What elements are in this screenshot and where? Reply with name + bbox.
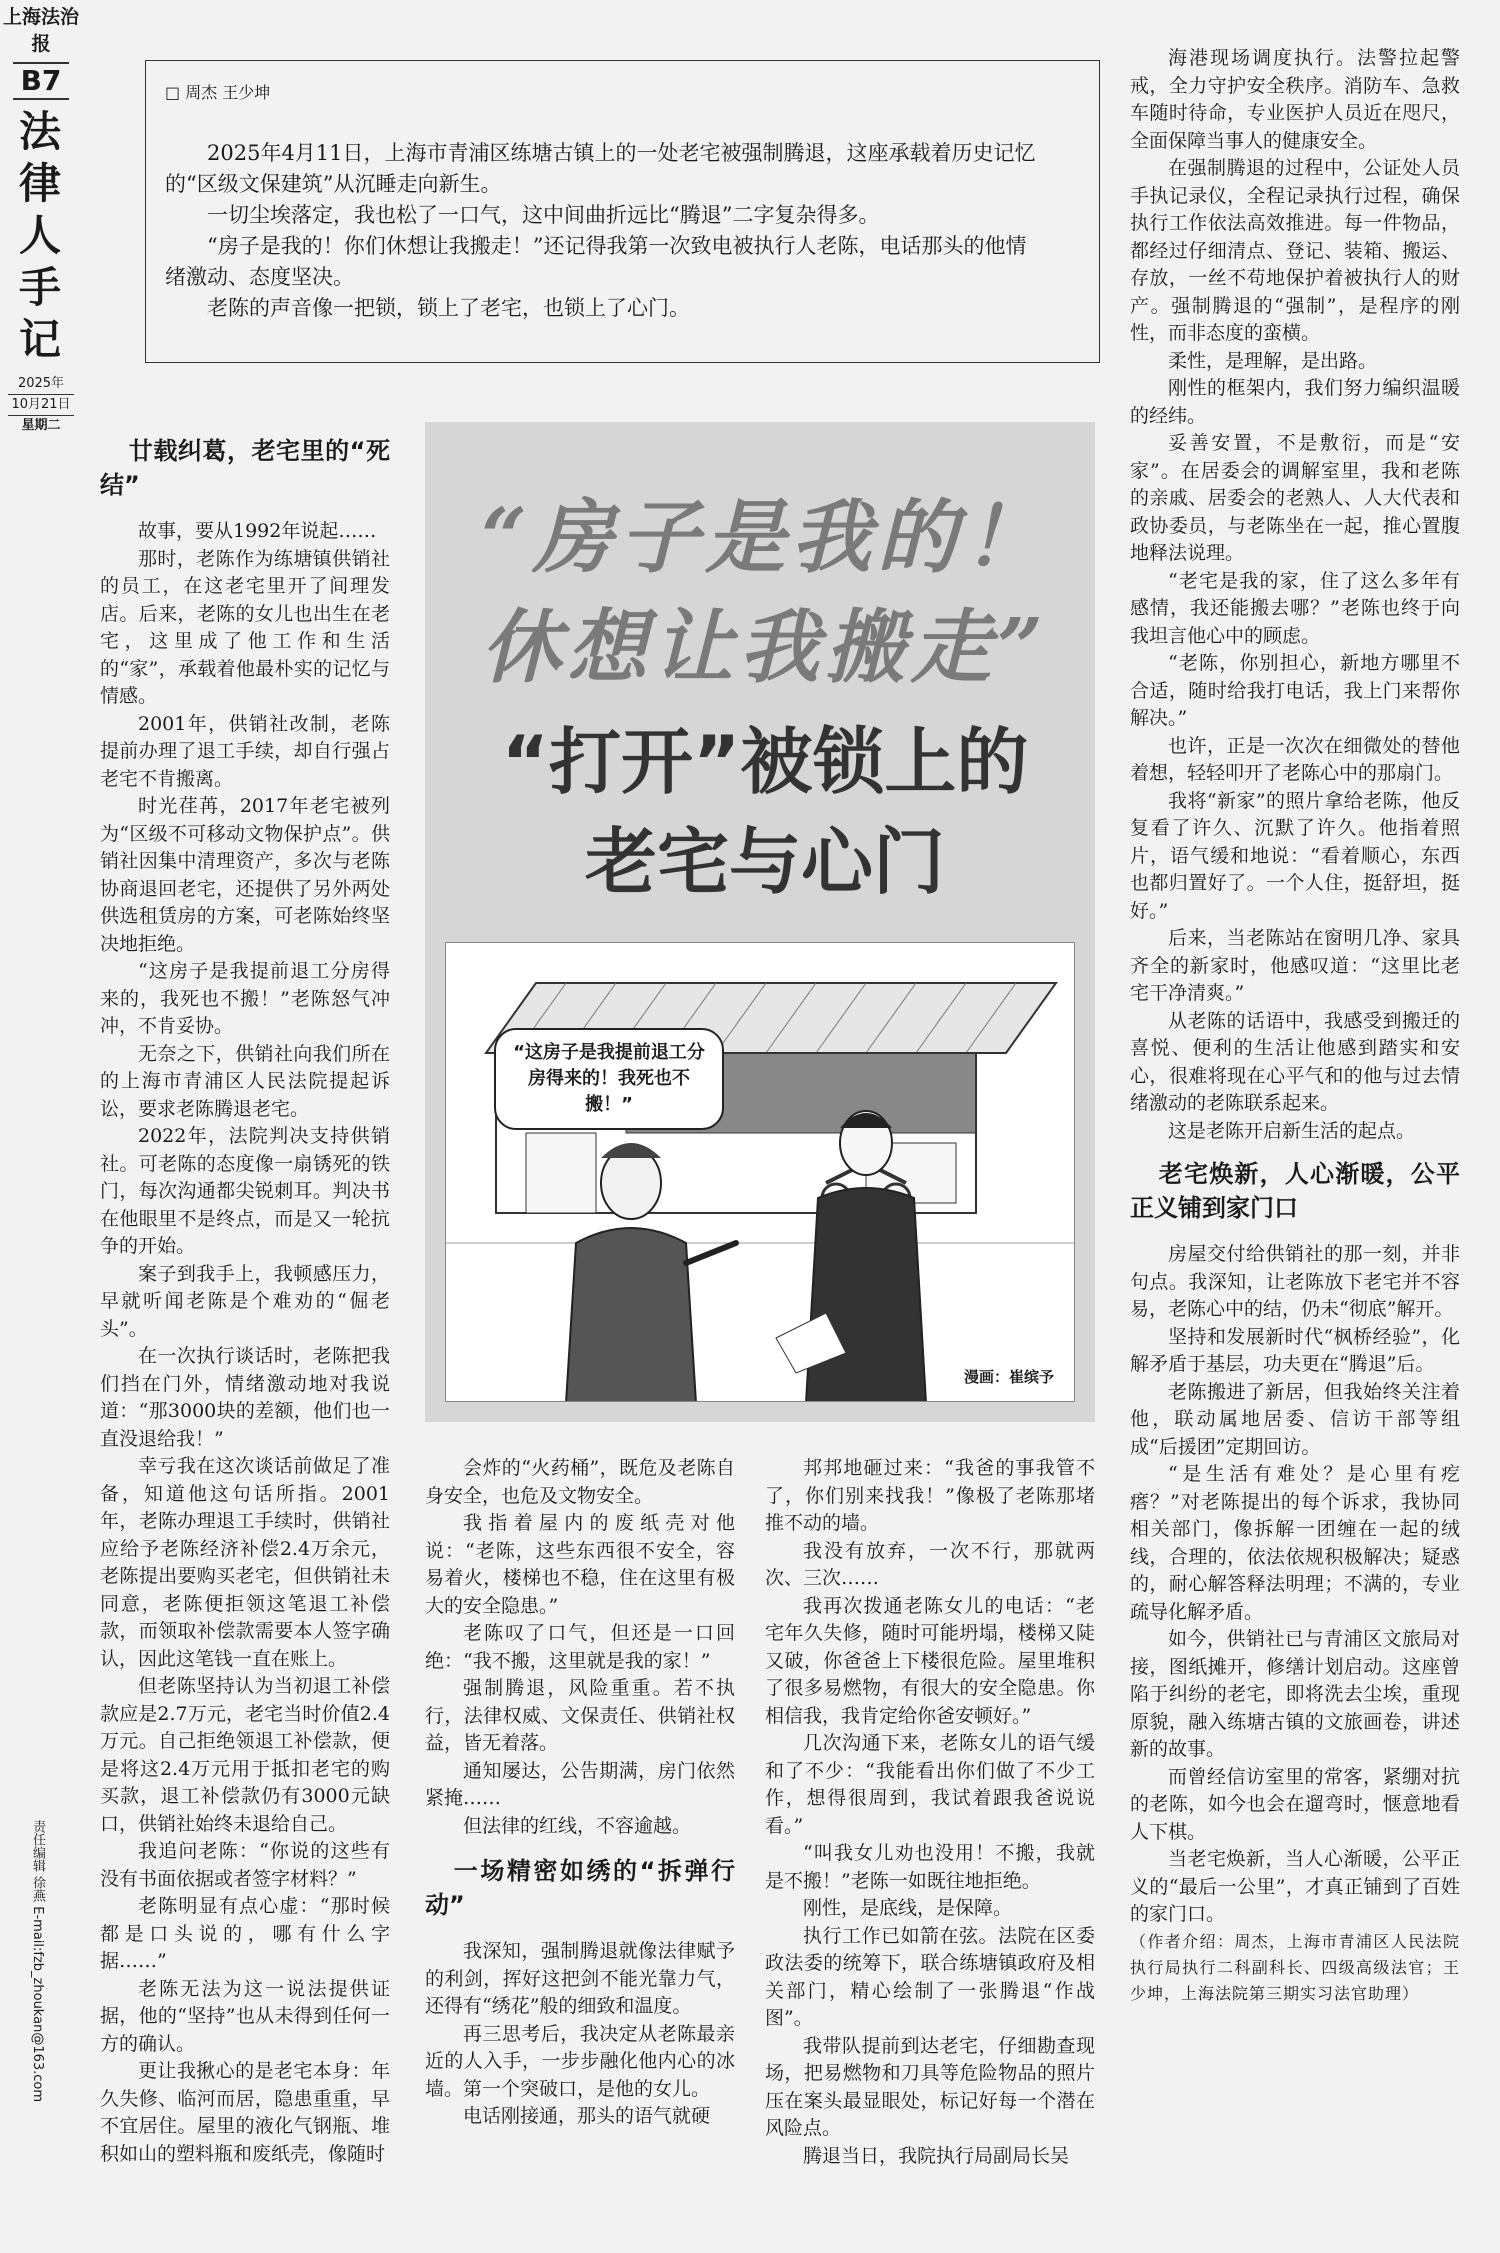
col4-body-b bbox=[1130, 1241, 1460, 1929]
issue-year: 2025年 bbox=[17, 376, 65, 391]
lead-text bbox=[165, 138, 1045, 324]
article-paragraph: 我再次拨通老陈女儿的电话：“老宅年久失修，随时可能坍塌，楼梯又陡又破，你爸爸上下楼很危险。屋里堆积了很多易燃物，有很大的安全隐患。你相信我，我肯定给你爸安顿好。” bbox=[765, 1594, 1095, 1727]
col2-body-a bbox=[425, 1455, 735, 1840]
col2-body-b bbox=[425, 1938, 735, 2131]
article-paragraph: 老陈明显有点心虚：“那时候都是口头说的，哪有什么字据……” bbox=[100, 1895, 390, 1972]
col3-body bbox=[765, 1455, 1095, 2170]
article-paragraph: 那时，老陈作为练塘镇供销社的员工，在这老宅里开了间理发店。后来，老陈的女儿也出生在老宅，这里成了他工作和生活的“家”，承载着他最朴实的记忆与情感。 bbox=[100, 547, 390, 707]
article-paragraph: 在一次执行谈话时，老陈把我们挡在门外，情绪激动地对我说道：“那3000块的差额，他们也一直没退给我！” bbox=[100, 1345, 390, 1450]
article-paragraph: 我没有放弃，一次不行，那就两次、三次…… bbox=[765, 1539, 1095, 1589]
article-paragraph: 刚性，是底线，是保障。 bbox=[803, 1897, 1013, 1919]
lead-paragraph: 2025年4月11日，上海市青浦区练塘古镇上的一处老宅被强制腾退，这座承载着历史记忆的“区级文保建筑”从沉睡走向新生。 bbox=[165, 141, 1036, 196]
article-paragraph: 老陈搬进了新居，但我始终关注着他，联动属地居委、信访干部等组成“后援团”定期回访。 bbox=[1130, 1380, 1460, 1458]
article-paragraph: 强制腾退，风险重重。若不执行，法律权威、文保责任、供销社权益，皆无着落。 bbox=[425, 1677, 735, 1754]
article-paragraph: 我将“新家”的照片拿给老陈，他反复看了许久、沉默了许久。他指着照片，语气缓和地说：“看着顺心，东西也都归置好了。一个人住，挺舒坦，挺好。” bbox=[1130, 789, 1460, 922]
section-heading: 老宅焕新，人心渐暖，公平正义铺到家门口 bbox=[1130, 1160, 1460, 1222]
article-paragraph: 电话刚接通，那头的语气就硬 bbox=[463, 2105, 711, 2127]
editor-credit: 责任编辑 徐燕 E-mail:fzb_zhoukan@163.com bbox=[30, 1820, 45, 2103]
article-column-3 bbox=[765, 1455, 1095, 2235]
article-paragraph: 邦邦地砸过来：“我爸的事我管不了，你们别来找我！”像极了老陈那堵推不动的墙。 bbox=[765, 1457, 1095, 1534]
lead-paragraph: “房子是我的！你们休想让我搬走！”还记得我第一次致电被执行人老陈，电话那头的他情绪激动、态度坚决。 bbox=[165, 234, 1027, 289]
headline-main-line2: 老宅与心门 bbox=[584, 820, 945, 904]
cartoon-illustration bbox=[445, 942, 1075, 1402]
article-paragraph: 故事，要从1992年说起…… bbox=[138, 520, 377, 542]
article-paragraph: 无奈之下，供销社向我们所在的上海市青浦区人民法院提起诉讼，要求老陈腾退老宅。 bbox=[100, 1042, 390, 1120]
headline-main-line1: “打开”被锁上的 bbox=[501, 720, 1029, 804]
author-line: □ 周杰 王少坤 bbox=[165, 83, 271, 102]
lead-paragraph: 老陈的声音像一把锁，锁上了老宅，也锁上了心门。 bbox=[207, 296, 690, 320]
lead-paragraph: 一切尘埃落定，我也松了一口气，这中间曲折远比“腾退”二字复杂得多。 bbox=[207, 203, 880, 227]
article-paragraph: “老陈，你别担心，新地方哪里不合适，随时给我打电话，我上门来帮你解决。” bbox=[1130, 652, 1460, 729]
article-column-4 bbox=[1130, 45, 1460, 2235]
article-paragraph: 海港现场调度执行。法警拉起警戒，全力守护安全秩序。消防车、急救车随时待命，专业医护人员近在咫尺，全面保障当事人的健康安全。 bbox=[1130, 47, 1460, 152]
article-paragraph: 更让我揪心的是老宅本身：年久失修、临河而居，隐患重重，早不宜居住。屋里的液化气钢瓶、堆积如山的塑料瓶和废纸壳，像随时 bbox=[100, 2060, 390, 2165]
article-paragraph: “老宅是我的家，住了这么多年有感情，我还能搬去哪？”老陈也终于向我坦言他心中的顾虑。 bbox=[1130, 569, 1460, 647]
article-paragraph: 坚持和发展新时代“枫桥经验”，化解矛盾于基层，功夫更在“腾退”后。 bbox=[1130, 1325, 1460, 1375]
article-paragraph: 这是老陈开启新生活的起点。 bbox=[1168, 1119, 1416, 1142]
headline-quote bbox=[455, 482, 1075, 702]
page-number: B7 bbox=[13, 62, 69, 100]
article-paragraph: 老陈叹了口气，但还是一口回绝：“我不搬，这里就是我的家！” bbox=[425, 1622, 735, 1672]
article-paragraph: 但老陈坚持认为当初退工补偿款应是2.7万元，老宅当时价值2.4万元。自己拒绝领退工补偿款，便是将这2.4万元用于抵扣老宅的购买款，退工补偿款仍有3000元缺口，供销社始终未退给自己。 bbox=[100, 1675, 390, 1835]
article-paragraph: 妥善安置，不是敷衍，而是“安家”。在居委会的调解室里，我和老陈的亲戚、居委会的老熟人、人大代表和政协委员，与老陈坐在一起，推心置腹地释法说理。 bbox=[1130, 432, 1460, 564]
illustration-credit: 漫画：崔缤予 bbox=[963, 1368, 1054, 1386]
article-paragraph: 时光荏苒，2017年老宅被列为“区级不可移动文物保护点”。供销社因集中清理资产，多次与老陈协商退回老宅，还提供了另外两处供选租赁房的方案，可老陈始终坚决地拒绝。 bbox=[100, 795, 390, 955]
article-paragraph: 再三思考后，我决定从老陈最亲近的人入手，一步步融化他内心的冰墙。第一个突破口，是他的女儿。 bbox=[425, 2022, 735, 2100]
issue-day: 10月21日 bbox=[8, 394, 74, 416]
issue-weekday: 星期二 bbox=[21, 418, 61, 433]
article-paragraph: 在强制腾退的过程中，公证处人员手执记录仪，全程记录执行过程，确保执行工作依法高效推进。每一件物品，都经过仔细清点、登记、装箱、搬运、存放，一丝不苟地保护着被执行人的财产。强制腾退的“强制”，是程序的刚性，而非态度的蛮横。 bbox=[1130, 157, 1460, 344]
article-paragraph: 房屋交付给供销社的那一刻，并非句点。我深知，让老陈放下老宅并不容易，老陈心中的结，仍未“彻底”解开。 bbox=[1130, 1243, 1460, 1320]
article-paragraph: 通知屡达，公告期满，房门依然紧掩…… bbox=[425, 1759, 735, 1809]
article-paragraph: 但法律的红线，不容逾越。 bbox=[463, 1814, 692, 1837]
article-paragraph: 从老陈的话语中，我感受到搬迁的喜悦、便利的生活让他感到踏实和安心，很难将现在心平气和的他与过去情绪激动的老陈联系起来。 bbox=[1130, 1009, 1460, 1114]
headline-quote-line2: 休想让我搬走” bbox=[480, 600, 1049, 694]
article-column-1 bbox=[100, 430, 390, 2230]
article-paragraph: 2022年，法院判决支持供销社。可老陈的态度像一扇锈死的铁门，每次沟通都尖锐刺耳。判决书在他眼里不是终点，而是又一轮抗争的开始。 bbox=[100, 1125, 390, 1257]
section-heading: 廿载纠葛，老宅里的“死结” bbox=[100, 437, 390, 499]
article-paragraph: 我深知，强制腾退就像法律赋予的利剑，挥好这把剑不能光靠力气，还得有“绣花”般的细致和温度。 bbox=[425, 1940, 735, 2017]
column-name: 法律人手记 bbox=[18, 107, 63, 364]
article-paragraph: 而曾经信访室里的常客，紧绷对抗的老陈，如今也会在遛弯时，惬意地看人下棋。 bbox=[1130, 1765, 1460, 1843]
article-paragraph: 当老宅焕新，当人心渐暖，公平正义的“最后一公里”，才真正铺到了百姓的家门口。 bbox=[1130, 1848, 1460, 1925]
article-paragraph: 腾退当日，我院执行局副局长吴 bbox=[803, 2144, 1070, 2167]
article-paragraph: 执行工作已如箭在弦。法院在区委政法委的统筹下，联合练塘镇政府及相关部门，精心绘制了一张腾退“作战图”。 bbox=[765, 1924, 1095, 2029]
author-bio: （作者介绍：周杰，上海市青浦区人民法院执行局执行二科副科长、四级高级法官；王少坤，上海法院第三期实习法官助理） bbox=[1130, 1931, 1460, 2003]
headline-main bbox=[455, 712, 1075, 912]
article-paragraph: 我追问老陈：“你说的这些有没有书面依据或者签字材料？” bbox=[100, 1840, 390, 1890]
col1-body bbox=[100, 518, 390, 2168]
article-paragraph: 几次沟通下来，老陈女儿的语气缓和了不少：“我能看出你们做了不少工作，想得很周到，我试着跟我爸说说看。” bbox=[765, 1732, 1095, 1837]
article-column-2 bbox=[425, 1455, 735, 2235]
article-paragraph: 后来，当老陈站在窗明几净、家具齐全的新家时，他感叹道：“这里比老宅干净清爽。” bbox=[1130, 927, 1460, 1004]
section-heading: 一场精密如绣的“拆弹行动” bbox=[425, 1857, 735, 1919]
cartoon-drawing bbox=[446, 943, 1075, 1402]
article-paragraph: 幸亏我在这次谈话前做足了准备，知道他这句话所指。2001年，老陈办理退工手续时，供销社应给予老陈经济补偿2.4万余元，老陈提出要购买老宅，但供销社未同意，老陈便拒领这笔退工补偿款，而领取补偿款需要本人签字确认，因此这笔钱一直在账上。 bbox=[100, 1455, 390, 1670]
article-paragraph: 刚性的框架内，我们努力编织温暖的经纬。 bbox=[1130, 377, 1460, 427]
article-paragraph: 我带队提前到达老宅，仔细勘查现场，把易燃物和刀具等危险物品的照片压在案头最显眼处，标记好每一个潜在风险点。 bbox=[765, 2034, 1095, 2139]
article-paragraph: 也许，正是一次次在细微处的替他着想，轻轻叩开了老陈心中的那扇门。 bbox=[1130, 734, 1460, 784]
article-paragraph: “叫我女儿劝也没用！不搬，我就是不搬！”老陈一如既往地拒绝。 bbox=[765, 1842, 1095, 1892]
masthead bbox=[0, 0, 82, 433]
headline-panel bbox=[425, 422, 1095, 1422]
speech-bubble: “这房子是我提前退工分房得来的！我死也不搬！” bbox=[494, 1028, 724, 1130]
issue-date bbox=[0, 374, 82, 436]
article-paragraph: 2001年，供销社改制，老陈提前办理了退工手续，却自行强占老宅不肯搬离。 bbox=[100, 712, 390, 790]
headline-quote-line1: “房子是我的！ bbox=[480, 490, 1049, 584]
col4-body-a bbox=[1130, 45, 1460, 1145]
article-paragraph: 案子到我手上，我顿感压力，早就听闻老陈是个难劝的“倔老头”。 bbox=[100, 1262, 390, 1340]
article-paragraph: 柔性，是理解，是出路。 bbox=[1168, 349, 1378, 372]
article-paragraph: 会炸的“火药桶”，既危及老陈自身安全，也危及文物安全。 bbox=[425, 1457, 735, 1507]
newspaper-brand: 上海法治报 bbox=[2, 6, 79, 55]
article-paragraph: 如今，供销社已与青浦区文旅局对接，图纸摊开，修缮计划启动。这座曾陷于纠纷的老宅，即将洗去尘埃，重现原貌，融入练塘古镇的文旅画卷，讲述新的故事。 bbox=[1130, 1628, 1460, 1760]
article-paragraph: “是生活有难处？是心里有疙瘩？”对老陈提出的每个诉求，我协同相关部门，像拆解一团缠在一起的绒线，合理的，依法依规积极解决；疑惑的，耐心解答释法明理；不满的，专业疏导化解矛盾。 bbox=[1130, 1463, 1460, 1623]
article-paragraph: “这房子是我提前退工分房得来的，我死也不搬！”老陈怒气冲冲，不肯妥协。 bbox=[100, 960, 390, 1037]
article-paragraph: 老陈无法为这一说法提供证据，他的“坚持”也从未得到任何一方的确认。 bbox=[100, 1977, 390, 2055]
article-paragraph: 我指着屋内的废纸壳对他说：“老陈，这些东西很不安全，容易着火，楼梯也不稳，住在这里有极大的安全隐患。” bbox=[425, 1512, 735, 1617]
